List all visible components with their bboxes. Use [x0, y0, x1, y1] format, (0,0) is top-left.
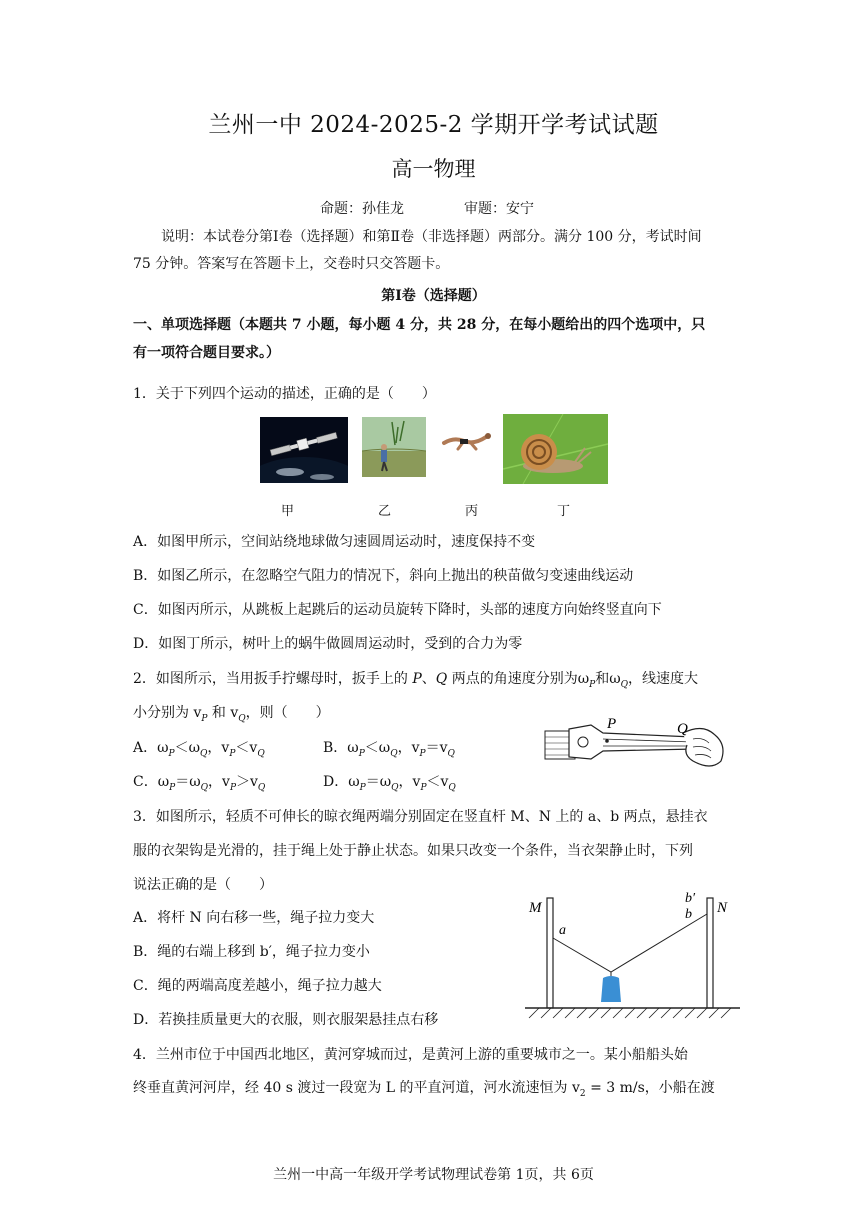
q3-option-d: D．若换挂质量更大的衣服，则衣服架悬挂点右移	[133, 1012, 439, 1028]
point-p-marker	[605, 739, 609, 743]
q3-stem-line3: 说法正确的是（ ）	[133, 877, 273, 893]
clothes-icon	[601, 976, 621, 1002]
q3-option-b: B．绳的右端上移到 b′，绳子拉力变小	[133, 944, 370, 960]
caption-jia: 甲	[281, 504, 295, 519]
label-n: N	[717, 900, 728, 916]
label-p: P	[607, 716, 617, 732]
instructions-line2: 75 分钟。答案写在答题卡上，交卷时只交答题卡。	[133, 256, 450, 272]
q3-stem-line2: 服的衣架钩是光滑的，挂于绳上处于静止状态。如果只改变一个条件，当衣架静止时，下列	[133, 843, 693, 859]
caption-yi: 乙	[378, 504, 392, 519]
clothesline-figure	[525, 880, 740, 1022]
wrench-figure	[543, 715, 728, 775]
q1-option-c: C．如图丙所示，从跳板上起跳后的运动员旋转下降时，头部的速度方向始终竖直向下	[133, 602, 662, 618]
q4-stem-line1: 4．兰州市位于中国西北地区，黄河穿城而过，是黄河上游的重要城市之一。某小船船头始	[133, 1047, 688, 1063]
q2-option-d: D．$\omega_P=\omega_Q$，$v_P<v_Q$	[323, 774, 456, 793]
q3-stem-line1: 3．如图所示，轻质不可伸长的晾衣绳两端分别固定在竖直杆 M、N 上的 a、b 两点，悬挂衣	[133, 809, 708, 825]
q2-stem-line2: 小分别为 $v_P$ 和 $v_Q$，则（ ）	[133, 705, 330, 724]
subject-title: 高一物理	[391, 157, 476, 181]
q2-stem-line1: 2．如图所示，当用扳手拧螺母时，扳手上的 P、Q 两点的角速度分别为$\omega_P$和$\omega_Q$，线速度大	[133, 671, 699, 690]
q3-option-a: A．将杆 N 向右移一些，绳子拉力变大	[133, 910, 375, 926]
label-a: a	[559, 923, 566, 938]
section-title: 第Ⅰ卷（选择题）	[381, 288, 486, 304]
label-q: Q	[677, 721, 688, 737]
q3-option-c: C．绳的两端高度差越小，绳子拉力越大	[133, 978, 382, 994]
label-b-prime: b′	[685, 891, 696, 906]
diver-image	[440, 427, 494, 453]
label-m: M	[529, 900, 542, 916]
q4-stem-line2: 终垂直黄河河岸，经 40 s 渡过一段宽为 L 的平直河道，河水流速恒为 $v_2 = 3$ m/s，小船在渡	[133, 1080, 715, 1099]
caption-ding: 丁	[557, 504, 571, 519]
q1-option-d: D．如图丁所示，树叶上的蜗牛做圆周运动时，受到的合力为零	[133, 636, 523, 652]
reviewer: 审题：安宁	[464, 201, 534, 217]
q2-option-c: C．$\omega_P=\omega_Q$，$v_P>v_Q$	[133, 774, 266, 793]
space-station-image	[260, 417, 348, 483]
page-footer: 兰州一中高一年级开学考试物理试卷第 1页，共 6页	[273, 1167, 594, 1183]
q2-option-b: B．$\omega_P<\omega_Q$，$v_P=v_Q$	[323, 740, 455, 759]
q1-option-a: A．如图甲所示，空间站绕地球做匀速圆周运动时，速度保持不变	[133, 534, 536, 550]
part-heading-line1: 一、单项选择题（本题共 7 小题，每小题 4 分，共 28 分，在每小题给出的四个选项中，只	[133, 317, 706, 333]
exam-title: 兰州一中 2024-2025-2 学期开学考试试题	[208, 112, 659, 138]
caption-bing: 丙	[465, 504, 479, 519]
label-b: b	[685, 907, 692, 922]
q1-stem: 1．关于下列四个运动的描述，正确的是（ ）	[133, 386, 436, 402]
authors	[320, 198, 534, 218]
q1-option-b: B．如图乙所示，在忽略空气阻力的情况下，斜向上抛出的秧苗做匀变速曲线运动	[133, 568, 634, 584]
part-heading-line2: 有一项符合题目要求。）	[133, 345, 280, 361]
instructions-line1: 说明：本试卷分第Ⅰ卷（选择题）和第Ⅱ卷（非选择题）两部分。满分 100 分，考试时间	[161, 229, 702, 245]
seedling-throw-image	[362, 417, 426, 477]
snail-image	[503, 414, 608, 484]
setter: 命题：孙佳龙	[320, 201, 404, 217]
q2-option-a: A．$\omega_P<\omega_Q$，$v_P<v_Q$	[133, 740, 265, 759]
